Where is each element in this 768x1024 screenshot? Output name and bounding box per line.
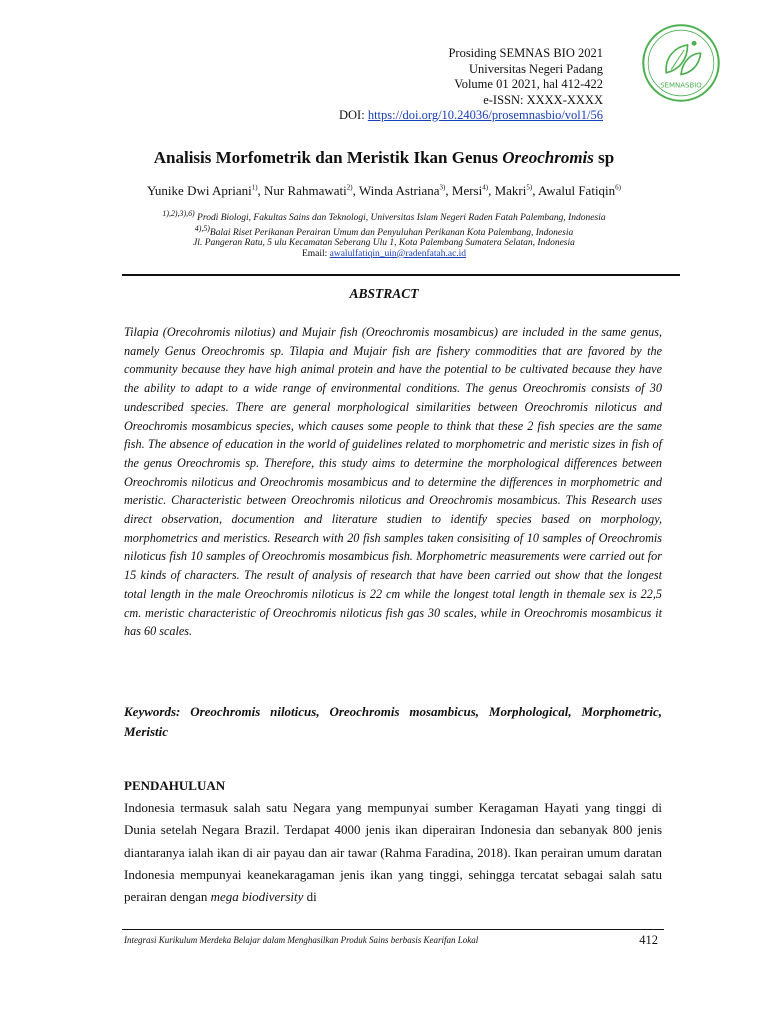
affiliation-text: Prodi Biologi, Fakultas Sains dan Teknologi, Universitas Islam Negeri Raden Fatah Palembang, Indonesia [197,213,606,224]
author-mark: 5) [526,183,533,192]
intro-text-part: di [303,889,317,905]
author-mark: 6) [615,183,622,192]
email-label: Email: [301,248,330,259]
doi-line [339,108,603,124]
issn-info: e-ISSN: XXXX-XXXX [483,92,603,107]
header-divider [122,274,680,276]
doi-label: DOI: [338,108,368,122]
proceeding-info [339,46,603,124]
keywords-line [124,702,662,742]
footer-theme: Integrasi Kurikulum Merdeka Belajar dalam Menghasilkan Produk Sains berbasis Kearifan Lokal [124,935,479,945]
intro-text-part: Indonesia termasuk salah satu Negara yang mempunyai sumber Keragaman Hayati yang tinggi di Dunia setelah Negara Brazil. Terdapat 4000 jenis ikan diperairan Indonesia dan sebanyak 800 jenis diantaranya ialah ikan di air payau dan air tawar (Rahma Faradina, 2018). Ikan perairan umum daratan Indonesia mempunyai keanekaragaman jenis ikan yang tinggi, sehingga tercatat sebagai salah satu perairan dengan [124,800,662,905]
volume-info: Volume 01 2021, hal 412-422 [454,77,603,91]
abstract-text: Tilapia (Orecohromis nilotius) and Mujair fish (Oreochromis mosambicus) are included in the same genus, namely Genus Oreochromis sp. Tilapia and Mujair fish are fishery commodities that are favored by the community because they have high animal protein and have the potential to be cultivated because they have the ability to adapt to a wide range of environmental conditions. The genus Oreochromis consists of 30 undescribed species. There are general morphological similarities between Oreochromis niloticus and Oreochromis mosambicus species, which causes some people to think that these 2 fish species are the same fish. The absence of education in the world of guidelines related to morphometric and meristic sizes in fish of the genus Oreochromis sp. Therefore, this study aims to determine the morphological differences between Oreochromis niloticus and Oreochromis mosambicus and to determine the differences in morphometric and meristic. Characteristic between Oreochromis niloticus and Oreochromis mosambicus. This Research uses direct observation, documention and literature studien to identify species based on morphology, morphometrics and meristics. Research with 20 fish samples taken consisiting of 10 samples of Oreochromis niloticus fish 10 samples of Oreochromis mosambicus fish. Morphometric measurements were carried out for 15 kinds of characters. The result of analysis of research that have been carried out show that the longest total length in the male Oreochromis niloticus is 22 cm while the longest total length in themale sex is 22,5 cm. meristic characteristic of Oreochromis niloticus fish gas 30 scales, while in Oreochromis mosambicus it has 60 scales. [124,325,662,639]
author-mark: 1) [251,183,258,192]
title-genus: Oreochromis [502,148,594,167]
affiliation-2 [0,224,768,239]
author-list: Yunike Dwi Apriani$^{1)}$, Nur Rahmawati$^{2)}$, Winda Astriana$^{3)}$, Mersi$^{4)}$, Makri$^{5)}$, Awalul Fatiqin$^{6)}$ [146,183,622,198]
author-mark: 3) [439,183,446,192]
author-name: Yunike Dwi Apriani [146,183,252,198]
author-mark: 4) [482,183,489,192]
affiliation-mark: 4),5) [194,223,210,233]
title-main: Analisis Morfometrik dan Meristik Ikan Genus [153,148,503,167]
author-name: Awalul Fatiqin [538,183,616,198]
paper-title [0,148,768,168]
logo-text: SEMNASBIO [660,81,702,90]
title-suffix: sp [593,148,615,167]
affiliation-text: Balai Riset Perikanan Perairan Umum dan Penyuluhan Perikanan Kota Palembang, Indonesia [209,227,574,238]
semnasbio-logo [640,22,722,104]
email-link[interactable]: awalulfatiqin_uin@radenfatah.ac.id [329,248,467,259]
abstract-heading: ABSTRACT [349,286,419,301]
affiliations [0,209,768,259]
affiliation-mark: 1),2),3),6) [162,209,195,218]
section-heading-introduction: PENDAHULUAN [124,778,226,793]
author-name: Mersi [451,183,483,198]
footer-divider [122,929,664,930]
email-line [0,249,768,260]
introduction-text [124,797,662,908]
university-name: Universitas Negeri Padang [469,61,603,76]
affiliation-address: Jl. Pangeran Ratu, 5 ulu Kecamatan Seberang Ulu 1, Kota Palembang Sumatera Selatan, Indonesia [193,238,575,249]
author-name: Nur Rahmawati [264,183,347,198]
proceeding-name: Prosiding SEMNAS BIO 2021 [448,46,603,60]
keywords-label: Keywords: [124,704,181,719]
doi-link[interactable]: https://doi.org/10.24036/prosemnasbio/vol1/56 [367,108,603,122]
page-number: 412 [639,933,658,947]
intro-italic-term: mega biodiversity [210,889,304,905]
affiliation-1 [0,209,768,224]
author-name: Winda Astriana [358,183,440,198]
keywords-text: Oreochromis niloticus, Oreochromis mosambicus, Morphological, Morphometric, Meristic [124,704,662,739]
author-mark: 2) [346,183,353,192]
author-name: Makri [494,183,527,198]
